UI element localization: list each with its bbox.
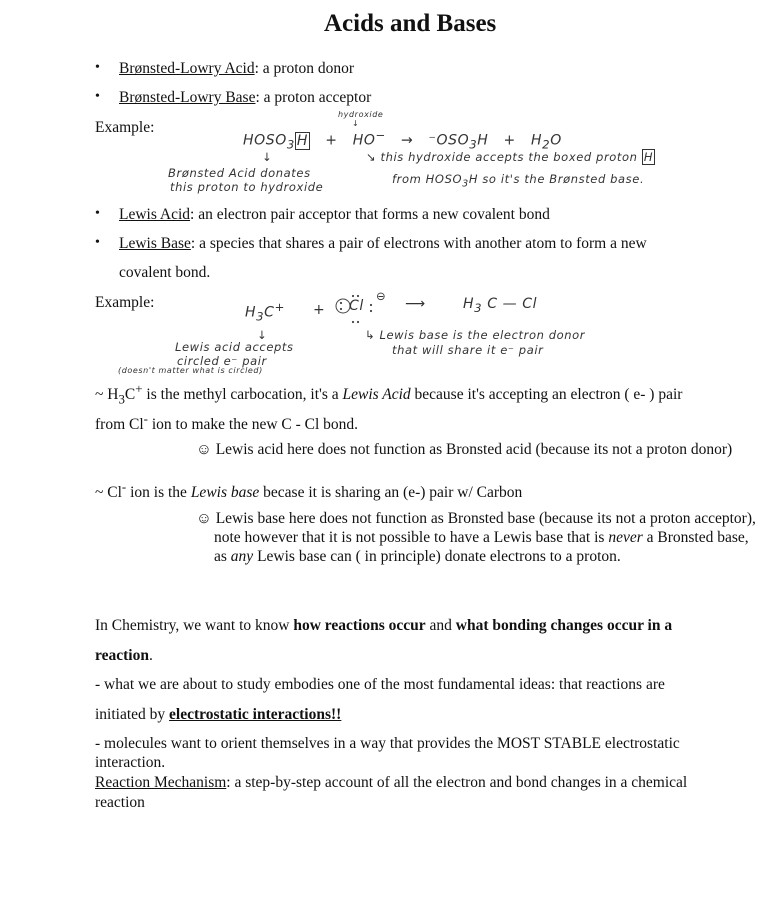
chem-d: . [148,647,153,664]
circled-electron-pair-icon [336,299,350,313]
chemistry-paragraph [95,617,672,635]
initiated-line [95,706,341,724]
lewis-acid-note-text: ☺ Lewis acid here does not function as Bronsted acid (because its not a proton donor) [196,441,733,458]
smiley2-a: ☺ Lewis base here does not function as Bronsted base (because its not a proton acceptor), note however that it is not possible to have a Lewis base that is [196,510,756,546]
page-title: Acids and Bases [324,10,497,37]
electron-dot [370,310,372,312]
bl-base-term: Brønsted-Lowry Base [119,89,256,106]
lewis-base-note [196,509,756,566]
example-label: Example: [95,119,155,136]
plus-sign: + [325,132,338,149]
chloride-ion: Cl [349,298,364,314]
para1-sup: + [135,381,143,396]
lewis-acid-def: : an electron pair acceptor that forms a new covalent bond [190,206,550,223]
mech-term: Reaction Mechanism [95,774,227,791]
initiated-b: electrostatic interactions!! [169,706,342,723]
reaction-mechanism-definition [95,774,687,792]
reaction-arrow-icon: ⟶ [405,296,426,312]
note-right-2-end: H so it's the Brønsted base. [468,172,645,186]
note2-right-2: that will share it e⁻ pair [392,343,544,357]
chemistry-paragraph-cont [95,647,153,665]
bl-base-def: : a proton acceptor [255,89,372,106]
para1-line2: from Cl [95,416,144,434]
para1-sub: 3 [118,391,125,407]
methyl-carbocation [245,300,285,323]
reaction-mechanism-cont: reaction [95,794,145,811]
para1-sup2: - [143,411,148,426]
product-methyl-chloride [463,296,537,315]
para2-sup: - [121,479,127,494]
methyl-c: C [264,304,275,321]
smiley2-c: Lewis base can ( in principle) donate electrons to a proton. [253,548,621,565]
lewis-base-term: Lewis Base [119,235,191,252]
hydroxide-annotation: hydroxide [338,110,384,119]
initiated-a: initiated by [95,706,170,723]
lewis-base-def: : a species that shares a pair of electrons with another atom to form a new [190,235,647,252]
bullet-marker: • [95,206,100,221]
reaction-arrow-icon: → [400,132,414,149]
plus-sign: + [503,132,516,149]
note-left-1: Brønsted Acid donates [168,166,311,180]
electron-dot [357,321,359,323]
para1-em: Lewis Acid [342,386,411,404]
lewis-acid-note [196,440,741,459]
bl-acid-term: Brønsted-Lowry Acid [119,60,255,77]
para1-line2-end: ion to make the new C - Cl bond. [147,416,359,434]
bl-acid-definition [119,60,354,78]
note2-right-1: ↳ Lewis base is the electron donor [365,328,586,342]
para1-c: is the methyl carbocation, it's a [142,386,343,404]
para1-d: because it's accepting an electron ( e- ) pair [410,386,683,404]
bl-base-definition [119,89,371,107]
note-right-2 [392,172,644,189]
boxed-proton-note: H [643,150,654,164]
product-end: C — Cl [487,296,538,312]
electron-dot [340,308,342,310]
chloride-charge: ⊖ [376,289,387,303]
study-line: - what we are about to study embodies one of the most fundamental ideas: that reactions are [95,676,665,693]
down-arrow-icon: ↓ [257,328,268,342]
methyl-carbocation-paragraph-cont [95,411,358,434]
down-arrow-icon: ↓ [262,150,273,164]
example-label: Example: [95,294,155,311]
methyl-carbocation-paragraph [95,381,682,407]
product-2-sub: 2 [542,137,551,152]
electron-dot [370,304,372,306]
product-sub: 3 [474,300,483,315]
product-1-sub: 3 [469,137,478,152]
bullet-marker: • [95,89,100,104]
chem-b1: how reactions occur [293,617,426,634]
mech-def: : a step-by-step account of all the electron and bond changes in a chemical [226,774,688,791]
hydroxide-ion: HO [352,132,376,149]
lewis-base-def-cont: covalent bond. [119,264,211,281]
plus-sign: + [313,302,326,318]
lewis-acid-term: Lewis Acid [119,206,191,223]
note2-left-3: (doesn't matter what is circled) [118,366,263,375]
molecules-line-cont: interaction. [95,754,166,771]
chem-c: and [425,617,456,634]
product-1: ⁻OSO [428,132,470,149]
electron-dot [352,295,354,297]
para1-a: ~ H [95,386,119,404]
para2-b: ion is the [126,484,191,502]
bullet-marker: • [95,60,100,75]
para2-a: ~ Cl [95,484,122,502]
product-2: H [531,132,543,149]
methyl-h: H [245,304,257,321]
chem-b3: reaction [95,647,149,664]
smiley2-any: any [230,548,254,565]
product-2-end: O [550,132,562,149]
note-right-2-a: from HOSO [392,172,463,186]
para2-c: becase it is sharing an (e-) pair w/ Carbon [259,484,523,502]
reactant-acid: HOSO [243,132,287,149]
product-1-end: H [477,132,489,149]
product-h: H [463,296,475,312]
para2-em: Lewis base [190,484,260,502]
down-arrow-icon: ↓ [352,119,360,128]
note-right-1: ↘ this hydroxide accepts the boxed proton H [366,150,654,164]
charge-minus: − [375,128,386,142]
methyl-sub: 3 [256,309,265,324]
electron-dot [340,302,342,304]
lewis-acid-definition [119,206,550,224]
reactant-acid-sub: 3 [286,137,295,152]
reaction-equation-1 [243,128,562,151]
note2-left-2: circled e⁻ pair [177,354,267,368]
bullet-marker: • [95,235,100,250]
smiley2-b: a Bronsted base, as [214,529,749,565]
bl-acid-def: : a proton donor [254,60,355,77]
chloride-paragraph [95,479,522,502]
note-right-text: this hydroxide accepts the boxed proton [380,150,638,164]
electron-dot [352,321,354,323]
methyl-plus: + [274,300,285,314]
boxed-proton: H [296,132,309,149]
note-right-2-sub: 3 [462,178,469,190]
para1-b: C [124,386,136,404]
note2-left-1: Lewis acid accepts [175,340,294,354]
electron-dot [357,295,359,297]
chem-b2: what bonding changes occur in a [455,617,673,634]
chem-a: In Chemistry, we want to know [95,617,294,634]
smiley2-never: never [608,529,643,546]
molecules-line: - molecules want to orient themselves in a way that provides the MOST STABLE electrostatic [95,735,680,752]
note-left-2: this proton to hydroxide [170,180,324,194]
lewis-base-definition [119,235,647,253]
